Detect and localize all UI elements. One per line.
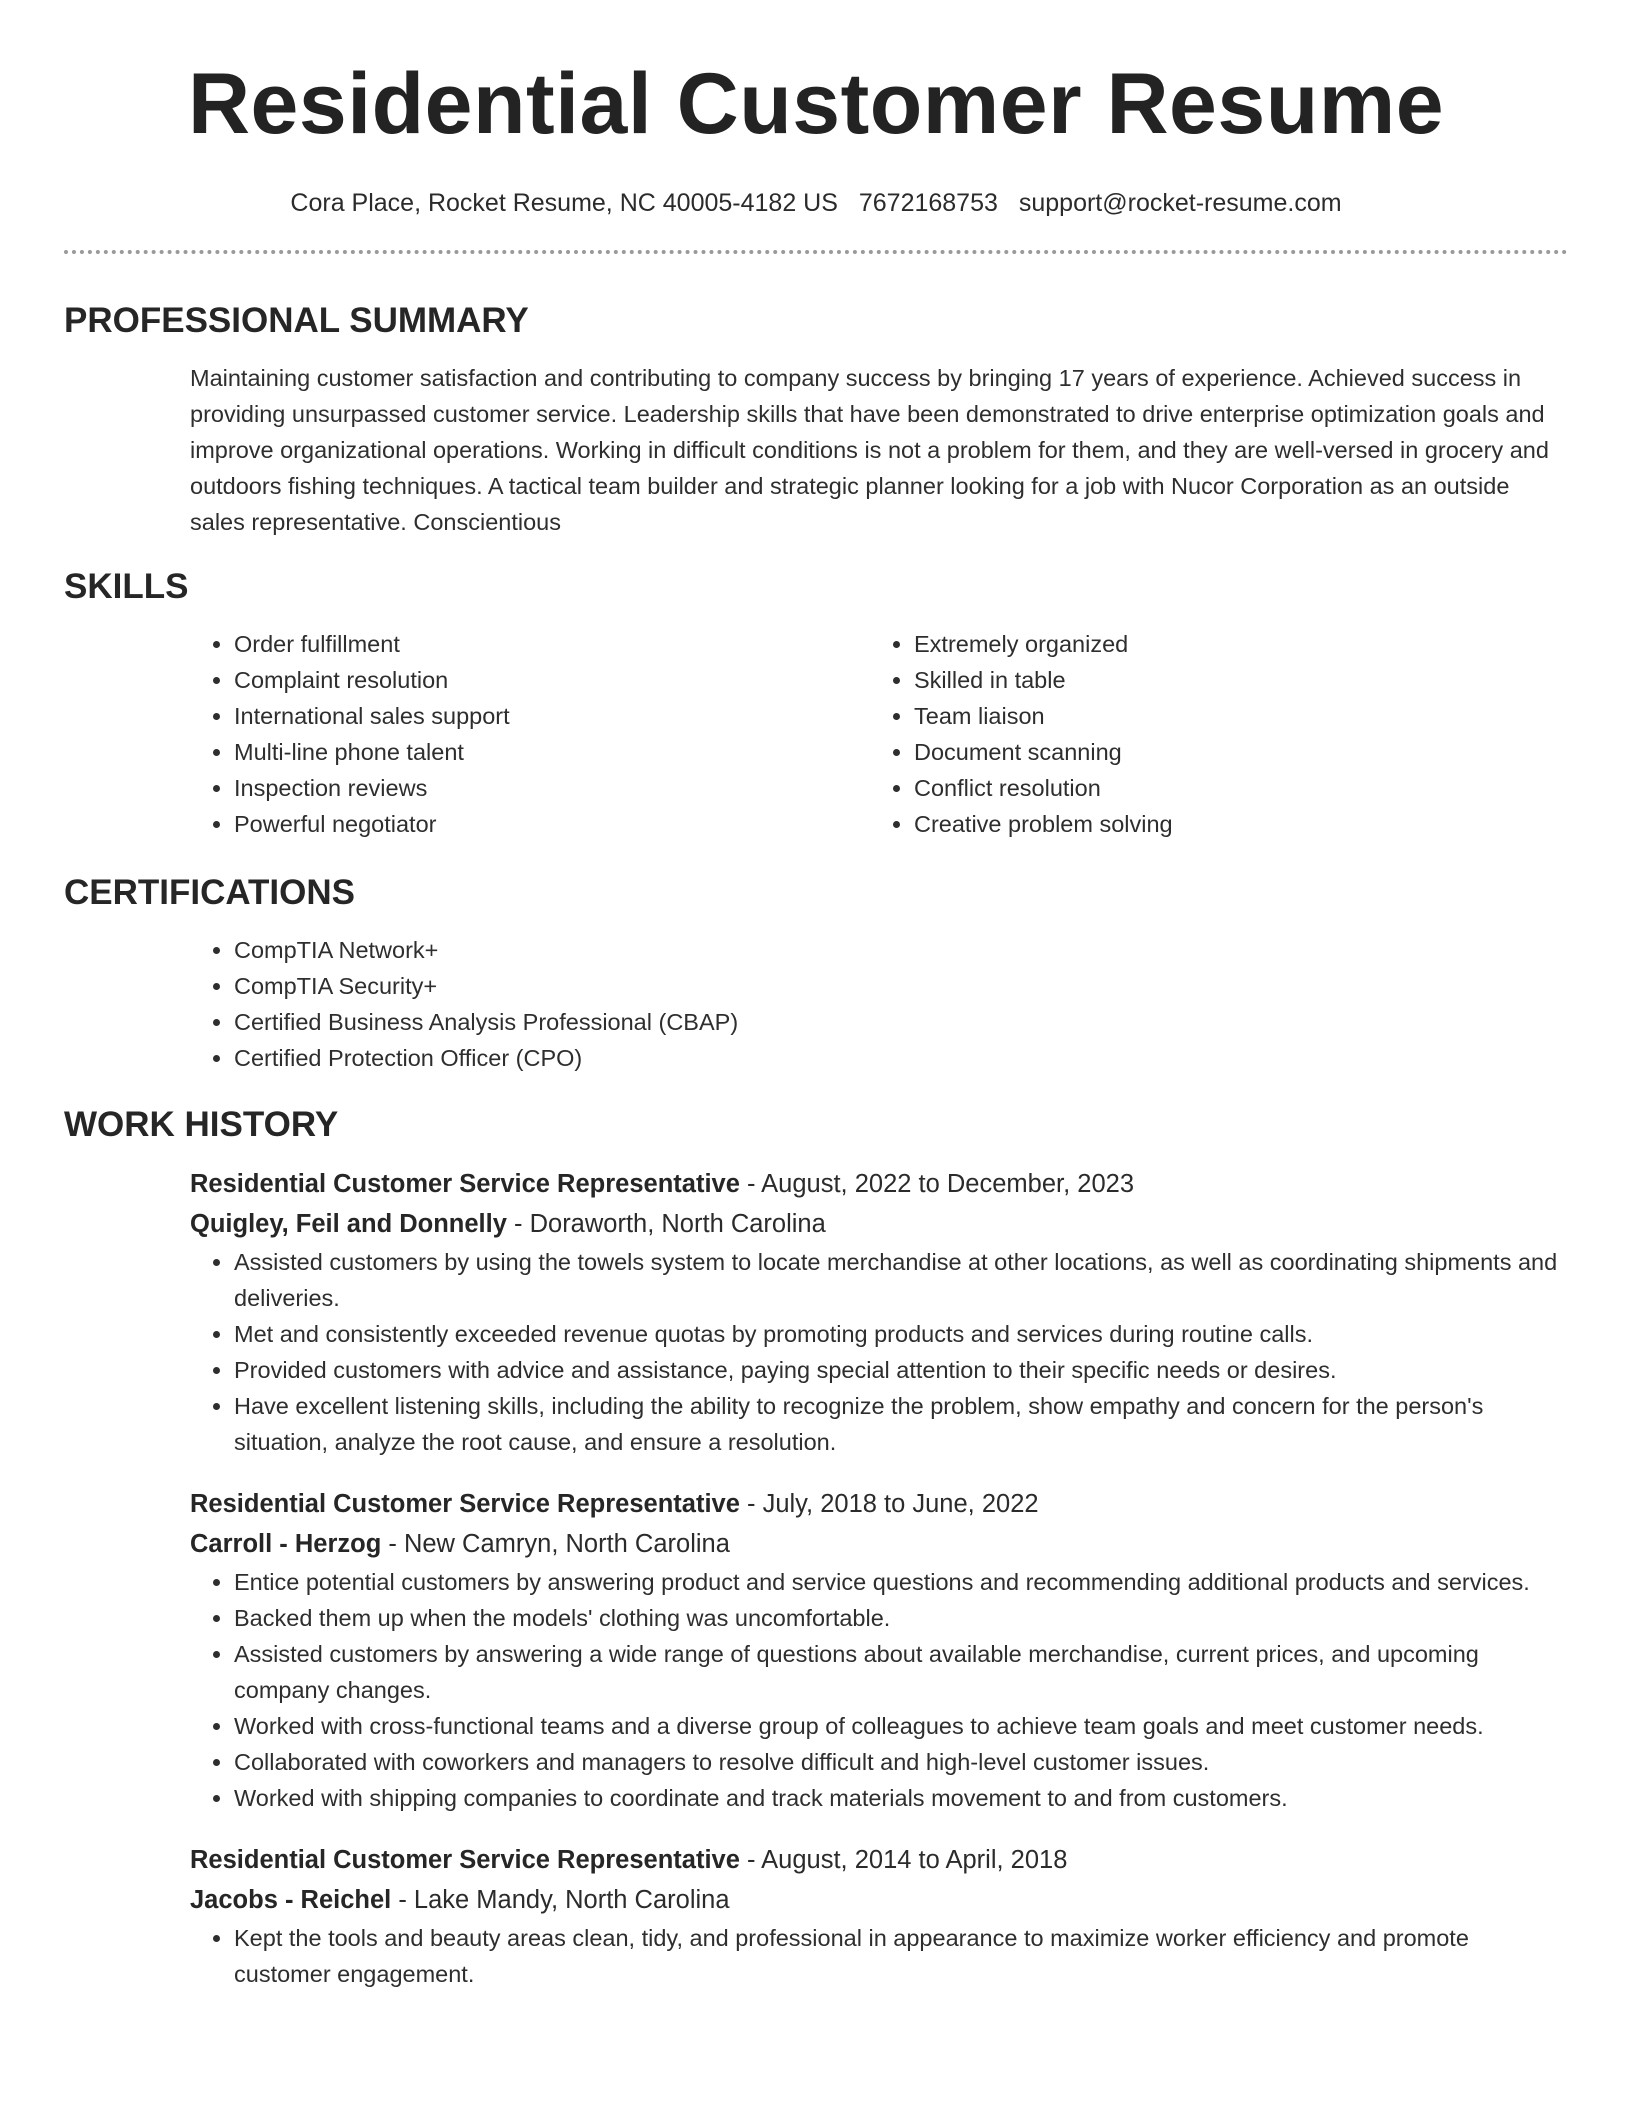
list-item: • Powerful negotiator — [234, 806, 870, 842]
section-certifications — [64, 872, 1568, 1076]
list-item: • Worked with shipping companies to coordinate and track materials movement to and from customers. — [234, 1780, 1568, 1816]
job-location: New Camryn, North Carolina — [403, 1530, 730, 1558]
list-item: • Team liaison — [914, 698, 1550, 734]
list-item: • Document scanning — [914, 734, 1550, 770]
list-item: • CompTIA Network+ — [234, 932, 1568, 968]
list-item: • Met and consistently exceeded revenue quotas by promoting products and services during routine calls. — [234, 1316, 1568, 1352]
job-company-line: Jacobs - Reichel - Lake Mandy, North Carolina — [190, 1886, 730, 1914]
skills-column-right — [870, 626, 1550, 842]
list-item: • Provided customers with advice and assistance, paying special attention to their specific needs or desires. — [234, 1352, 1568, 1388]
contact-email: support@rocket-resume.com — [1018, 189, 1342, 217]
job-entry — [190, 1484, 1568, 1816]
job-title: Residential Customer Service Representative — [190, 1170, 740, 1198]
list-item: • Complaint resolution — [234, 662, 870, 698]
job-title-line: Residential Customer Service Representative - August, 2022 to December, 2023 — [190, 1170, 1135, 1198]
list-item: • Entice potential customers by answering product and service questions and recommending additional products and services. — [234, 1564, 1568, 1600]
job-company: Quigley, Feil and Donnelly — [190, 1210, 507, 1238]
list-item: • Inspection reviews — [234, 770, 870, 806]
header-divider — [64, 250, 1568, 254]
summary-text: Maintaining customer satisfaction and contributing to company success by bringing 17 years of experience. Achieved success in providing unsurpassed customer service. Leadership skills that have been demonstrated to drive enterprise optimization goals and improve organizational operations. Working in difficult conditions is not a problem for them, and they are well-versed in grocery and outdoors fishing techniques. A tactical team builder and strategic planner looking for a job with Nucor Corporation as an outside sales representative. Conscientious — [190, 365, 1549, 535]
section-title-summary: PROFESSIONAL SUMMARY — [64, 301, 529, 340]
list-item: • Collaborated with coworkers and managers to resolve difficult and high-level customer issues. — [234, 1744, 1568, 1780]
job-bullets — [190, 1564, 1568, 1816]
list-item: • Worked with cross-functional teams and a diverse group of colleagues to achieve team goals and meet customer needs. — [234, 1708, 1568, 1744]
section-title-skills: SKILLS — [64, 567, 189, 606]
job-title: Residential Customer Service Representative — [190, 1490, 740, 1518]
resume-header — [64, 0, 1568, 218]
job-company-line: Carroll - Herzog - New Camryn, North Carolina — [190, 1530, 730, 1558]
list-item: • Order fulfillment — [234, 626, 870, 662]
list-item: • Assisted customers by answering a wide range of questions about available merchandise, current prices, and upcoming company changes. — [234, 1636, 1568, 1708]
job-entry — [190, 1164, 1568, 1460]
job-location: Doraworth, North Carolina — [529, 1210, 826, 1238]
list-item: • Certified Business Analysis Professional (CBAP) — [234, 1004, 1568, 1040]
section-professional-summary — [64, 300, 1568, 540]
contact-line — [64, 188, 1568, 218]
list-item: • Have excellent listening skills, including the ability to recognize the problem, show empathy and concern for the person's situation, analyze the root cause, and ensure a resolution. — [234, 1388, 1568, 1460]
list-item: • Creative problem solving — [914, 806, 1550, 842]
contact-phone: 7672168753 — [858, 189, 998, 217]
list-item: • Kept the tools and beauty areas clean, tidy, and professional in appearance to maximize worker efficiency and promote customer engagement. — [234, 1920, 1568, 1992]
resume-title: Residential Customer Resume — [187, 56, 1445, 152]
list-item: • Assisted customers by using the towels system to locate merchandise at other locations, as well as coordinating shipments and deliveries. — [234, 1244, 1568, 1316]
job-title-line: Residential Customer Service Representative - July, 2018 to June, 2022 — [190, 1490, 1039, 1518]
job-dates: August, 2022 to December, 2023 — [761, 1170, 1135, 1198]
skills-column-left — [190, 626, 870, 842]
job-entry — [190, 1840, 1568, 1992]
skills-grid — [64, 626, 1568, 842]
job-location: Lake Mandy, North Carolina — [413, 1886, 730, 1914]
section-work-history — [64, 1104, 1568, 1992]
list-item: • International sales support — [234, 698, 870, 734]
list-item: • Conflict resolution — [914, 770, 1550, 806]
section-skills — [64, 566, 1568, 842]
job-title-line: Residential Customer Service Representative - August, 2014 to April, 2018 — [190, 1846, 1068, 1874]
job-dates: August, 2014 to April, 2018 — [761, 1846, 1068, 1874]
list-item: • Certified Protection Officer (CPO) — [234, 1040, 1568, 1076]
job-company: Carroll - Herzog — [190, 1530, 382, 1558]
section-title-work-history: WORK HISTORY — [64, 1105, 339, 1144]
section-title-certifications: CERTIFICATIONS — [64, 873, 356, 912]
list-item: • Skilled in table — [914, 662, 1550, 698]
job-dates: July, 2018 to June, 2022 — [762, 1490, 1039, 1518]
job-bullets — [190, 1244, 1568, 1460]
list-item: • CompTIA Security+ — [234, 968, 1568, 1004]
job-bullets — [190, 1920, 1568, 1992]
list-item: • Multi-line phone talent — [234, 734, 870, 770]
contact-address: Cora Place, Rocket Resume, NC 40005-4182 US — [290, 189, 838, 217]
job-company-line: Quigley, Feil and Donnelly - Doraworth, North Carolina — [190, 1210, 826, 1238]
list-item: • Extremely organized — [914, 626, 1550, 662]
certifications-list — [190, 932, 1568, 1076]
job-company: Jacobs - Reichel — [190, 1886, 392, 1914]
job-title: Residential Customer Service Representative — [190, 1846, 740, 1874]
list-item: • Backed them up when the models' clothing was uncomfortable. — [234, 1600, 1568, 1636]
